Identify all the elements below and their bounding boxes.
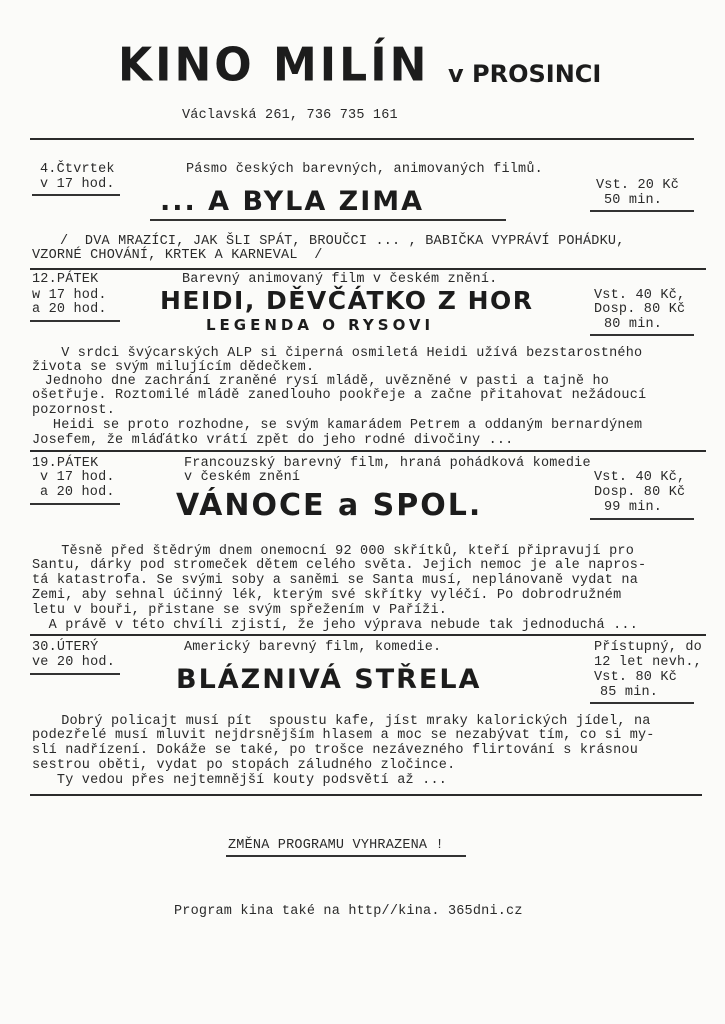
film2-content-7: Josefem, že mláďátko vrátí zpět do jeho rodné divočiny ...	[32, 433, 514, 448]
film3-rule	[30, 634, 706, 636]
film4-time: ve 20 hod.	[32, 655, 116, 670]
film3-genre2: v českém znění	[184, 470, 301, 485]
film3-time2: a 20 hod.	[40, 485, 115, 500]
film2-time: w 17 hod.	[32, 288, 107, 303]
film3-content-4: Zemi, aby sehnal účinný lék, kterým své skřítky vyléčí. Po dobrodružném	[32, 588, 622, 603]
film3-content-2: Santu, dárky pod stromeček dětem celého světa. Jejich nemoc je ale napros-	[32, 558, 647, 573]
film2-subtitle: LEGENDA O RYSOVI	[206, 316, 435, 334]
film4-price-underline	[590, 702, 694, 704]
film1-content-1: / DVA MRAZÍCI, JAK ŠLI SPÁT, BROUČCI ... , BABIČKA VYPRÁVÍ POHÁDKU,	[60, 234, 625, 249]
film2-content-2: života se svým milujícím dědečkem.	[32, 360, 315, 375]
film4-content-3: slí nadřízení. Dokáže se také, po trošce nezávezného flirtování s krásnou	[32, 743, 638, 758]
film2-rule	[30, 450, 706, 452]
notice-underline	[226, 855, 466, 857]
film4-date: 30.ÚTERÝ	[32, 640, 99, 655]
film2-content-3: Jednoho dne zachrání zraněné rysí mládě, uvězněné v pasti a tajně ho	[28, 374, 610, 389]
film2-genre: Barevný animovaný film v českém znění.	[182, 272, 498, 287]
film3-time: v 17 hod.	[40, 470, 115, 485]
film2-price: Vst. 40 Kč,	[594, 288, 686, 303]
film2-title: HEIDI, DĚVČÁTKO Z HOR	[160, 286, 534, 315]
address-line: Václavská 261, 736 735 161	[182, 108, 398, 123]
film1-time: v 17 hod.	[40, 177, 115, 192]
film4-content-4: sestrou oběti, vydat po stopách záludného zločince.	[32, 758, 456, 773]
film1-genre: Pásmo českých barevných, animovaných filmů.	[186, 162, 543, 177]
film4-price: Vst. 80 Kč	[594, 670, 678, 685]
film1-title: ... A BYLA ZIMA	[160, 186, 425, 217]
film1-price-underline	[590, 210, 694, 212]
film1-content-2: VZORNÉ CHOVÁNÍ, KRTEK A KARNEVAL /	[32, 248, 323, 263]
film1-date: 4.Čtvrtek	[40, 162, 115, 177]
film3-content-1: Těsně před štědrým dnem onemocní 92 000 skřítků, kteří připravují pro	[28, 544, 634, 559]
film3-content-5: letu v bouři, přistane se svým spřežením v Paříži.	[32, 603, 448, 618]
header-rule	[30, 138, 694, 140]
film2-content-4: ošetřuje. Roztomilé mládě zanedlouho pookřeje a začne přitahovat nežádoucí	[32, 388, 647, 403]
film1-price: Vst. 20 Kč	[596, 178, 680, 193]
film4-rating: Přístupný, do	[594, 640, 702, 655]
month-subtitle: v PROSINCI	[448, 60, 602, 88]
film3-date-underline	[30, 503, 120, 505]
film4-title: BLÁZNIVÁ STŘELA	[176, 664, 482, 695]
film3-date: 19.PÁTEK	[32, 456, 99, 471]
film4-date-underline	[30, 673, 120, 675]
film4-rule	[30, 794, 702, 796]
film2-date: 12.PÁTEK	[32, 272, 99, 287]
film3-price: Vst. 40 Kč,	[594, 470, 686, 485]
film2-length: 80 min.	[604, 317, 663, 332]
film1-rule	[30, 268, 706, 270]
film4-genre: Americký barevný film, komedie.	[184, 640, 442, 655]
website-line: Program kina také na http//kina. 365dni.cz	[174, 904, 523, 919]
film3-title: VÁNOCE a SPOL.	[176, 488, 483, 523]
film4-content-2: podezřelé musí mluvit nejdrsnějším hlasem a moc se nezabývat tím, co si my-	[32, 728, 655, 743]
film3-content-6: A právě v této chvíli zjistí, že jeho výprava nebude tak jednoduchá ...	[32, 618, 638, 633]
film3-genre: Francouzský barevný film, hraná pohádková komedie	[184, 456, 591, 471]
film2-content-1: V srdci švýcarských ALP si čiperná osmiletá Heidi užívá bezstarostného	[28, 346, 643, 361]
film2-price-underline	[590, 334, 694, 336]
film2-content-6: Heidi se proto rozhodne, se svým kamarádem Petrem a oddaným bernardýnem	[28, 418, 643, 433]
film3-length: 99 min.	[604, 500, 663, 515]
film3-price-adult: Dosp. 80 Kč	[594, 485, 686, 500]
film4-content-1: Dobrý policajt musí pít spoustu kafe, jíst mraky kalorických jídel, na	[28, 714, 651, 729]
cinema-title: KINO MILÍN	[118, 38, 430, 93]
film1-title-underline	[150, 219, 506, 221]
film4-content-5: Ty vedou přes nejtemnější kouty podsvětí až ...	[32, 773, 448, 788]
film2-date-underline	[30, 320, 120, 322]
film2-content-5: pozornost.	[32, 403, 116, 418]
film1-length: 50 min.	[604, 193, 663, 208]
film1-date-underline	[32, 194, 120, 196]
film2-time2: a 20 hod.	[32, 302, 107, 317]
film4-age: 12 let nevh.,	[594, 655, 702, 670]
film3-price-underline	[590, 518, 694, 520]
film3-content-3: tá katastrofa. Se svými soby a saněmi se Santa musí, neplánovaně vydat na	[32, 573, 638, 588]
film2-price-adult: Dosp. 80 Kč	[594, 302, 686, 317]
program-change-notice: ZMĚNA PROGRAMU VYHRAZENA !	[228, 838, 444, 853]
film4-length: 85 min.	[600, 685, 659, 700]
